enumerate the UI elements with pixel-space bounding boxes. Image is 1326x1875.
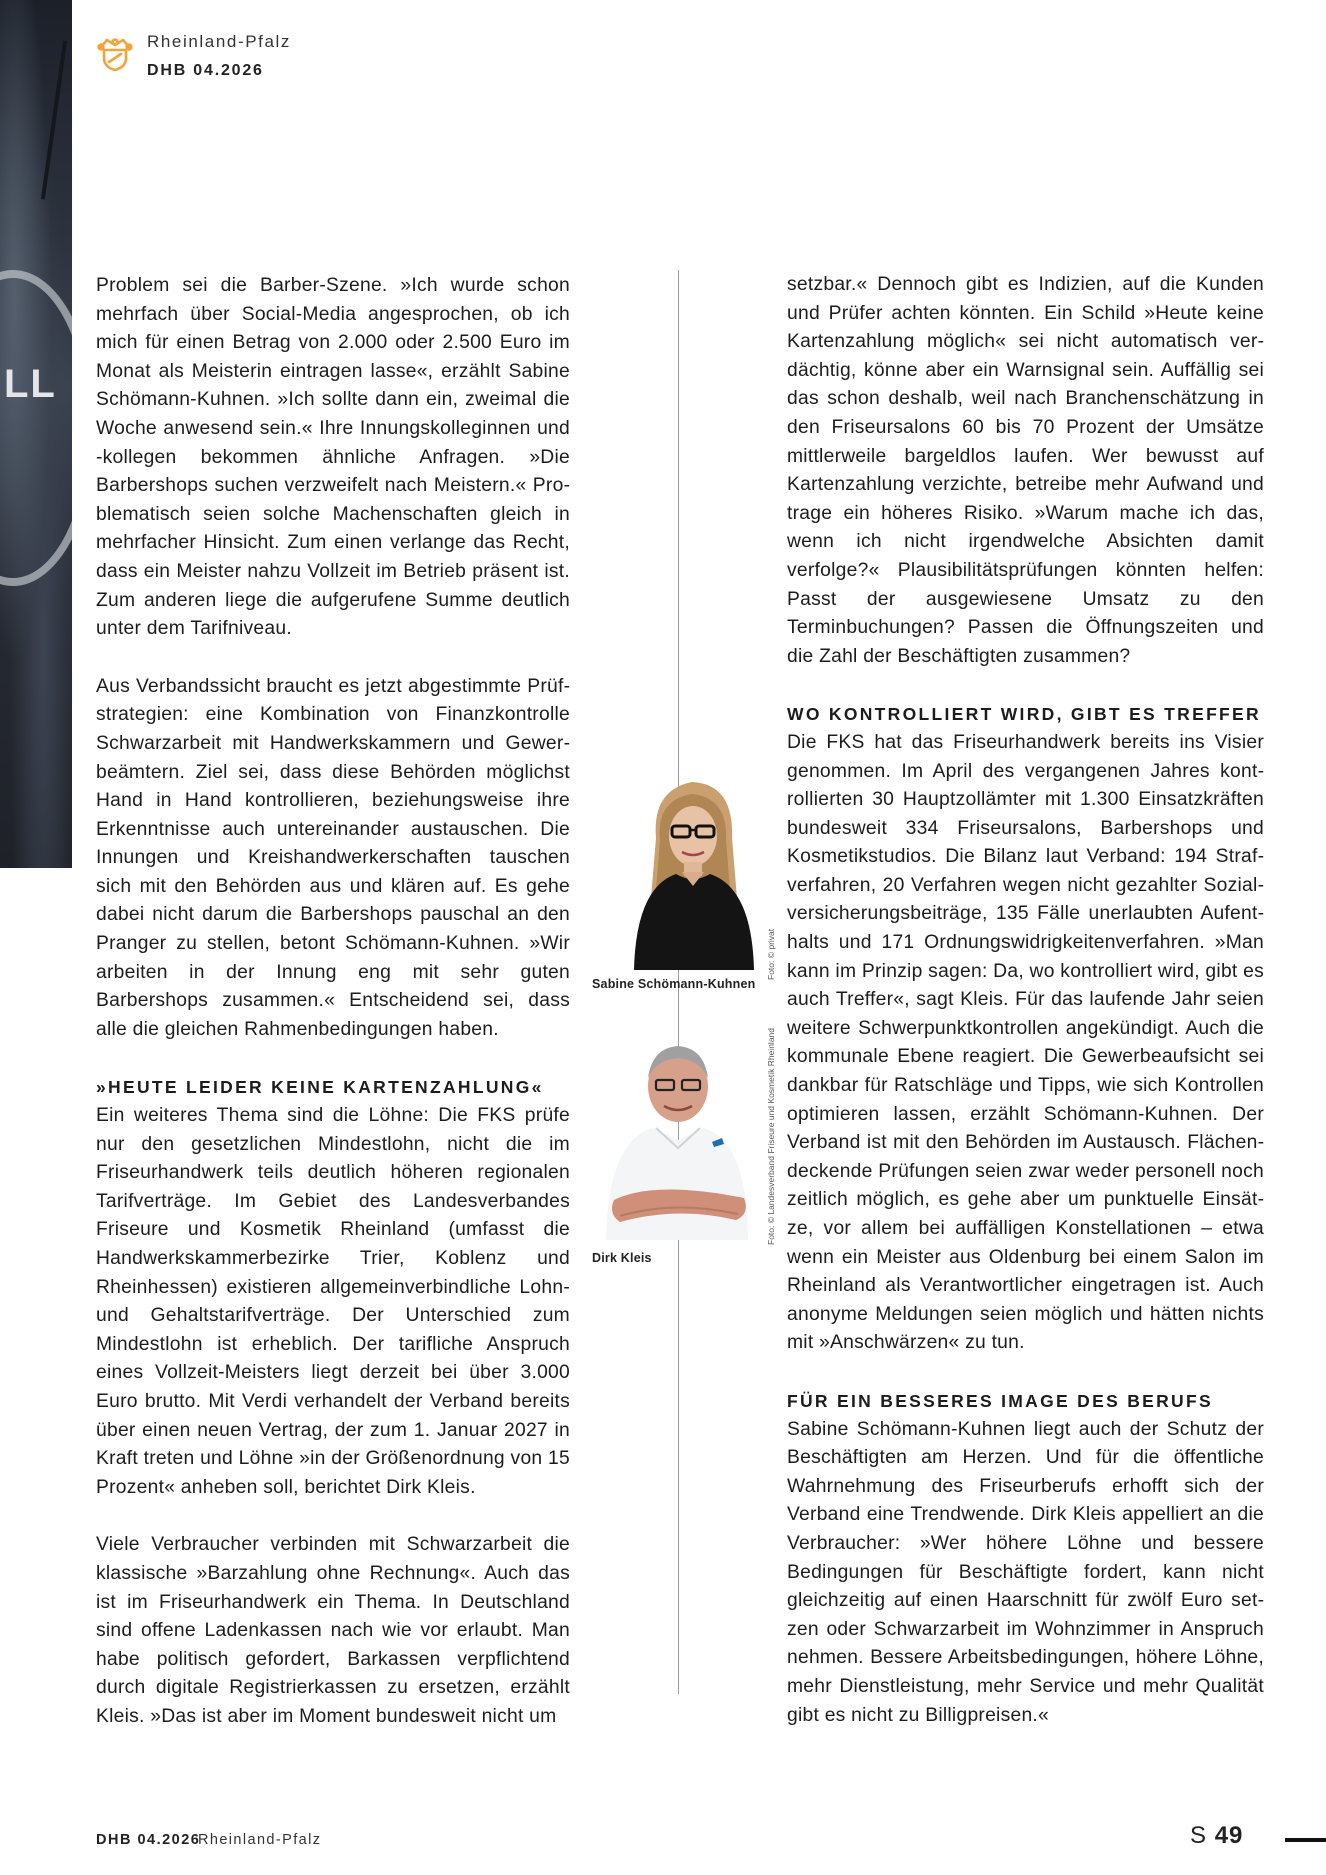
jacket-seam	[41, 41, 67, 200]
cover-photo-edge	[0, 0, 72, 868]
article-right-column	[787, 271, 1264, 1730]
paragraph: Sabine Schömann-Kuhnen liegt auch der Schutz der Beschäftigten am Herzen. Und für die öffentliche Wahrnehmung des Friseurberufs erhofft sich der Verband eine Trendwende. Dirk Kleis appelliert an die Verbraucher: »Wer höhere Löhne und bessere Bedingungen für Beschäftigte fordert, kann nicht gleichzeitig auf einen Haarschnitt für zwölf Euro setzen oder Schwarzarbeit im Wohnzimmer in Anspruch nehmen. Bessere Arbeitsbedingungen, höhere Löhne, mehr Dienstleistung, mehr Service und mehr Qualität gibt es nicht zu Billigpreisen.«	[787, 1418, 1264, 1726]
portrait-caption: Dirk Kleis	[592, 1251, 652, 1265]
header-region: Rheinland-Pfalz	[147, 32, 292, 51]
header-issue: DHB 04.2026	[147, 62, 264, 79]
paragraph: Ein weiteres Thema sind die Löhne: Die FKS prüfe nur den gesetzlichen Mindestlohn, nicht die im Friseurhandwerk teils deutlich höheren regionalen Tarifverträge. Im Gebiet des Landesverbandes Friseure und Kosmetik Rheinland (umfasst die Handwerkskammerbezirke Trier, Koblenz und Rheinhessen) existieren allgemeinverbindliche Lohn- und Gehaltstarifverträge. Der Unterschied zum Mindestlohn ist erheblich. Der tarifliche Anspruch eines Vollzeit-Meisters liegt derzeit bei über 3.000 Euro brutto. Mit Verdi verhandelt der Verband bereits über einen neuen Vertrag, der zum 1. Januar 2027 in Kraft treten und Löhne »in der Größenordnung von 15 Prozent« anheben soll, berichtet Dirk Kleis.	[96, 1105, 570, 1498]
paragraph: setzbar.« Dennoch gibt es Indizien, auf die Kunden und Prüfer achten könnten. Ein Schild »Heute keine Kartenzahlung möglich« sei nicht automatisch verdächtig, könne aber ein Warnsignal sein. Auffällig sei das schon deshalb, weil nach Branchenschätzung in den Friseursalons 60 bis 70 Prozent der Umsätze mittlerweile bargeldlos laufen. Wer bewusst auf Kartenzahlung verzichte, betreibe mehr Aufwand und trage ein höheres Risiko. »Warum mache ich das, wenn ich nicht irgendwelche Absichten damit verfolge?« Plausibilitätsprüfungen könnten helfen: Passt der ausgewiesene Umsatz zu den Terminbuchungen? Passen die Öffnungszeiten und die Zahl der Beschäftigten zusammen?	[787, 274, 1264, 667]
footer-bar	[1285, 1838, 1326, 1842]
portrait-photo	[626, 760, 762, 970]
page-prefix: S	[1190, 1822, 1208, 1849]
paragraph: Aus Verbandssicht braucht es jetzt abgestimmte Prüfstrategien: eine Kombination von Finanzkontrolle Schwarzarbeit mit Handwerkskammern und Gewerbeämtern. Ziel sei, dass diese Behörden möglichst Hand in Hand kontrollieren, beziehungsweise ihre Erkenntnisse auch untereinander austauschen. Die Innungen und Kreishandwerkerschaften tauschen sich mit den Behörden aus und klären auf. Es gehe dabei nicht darum die Barbershops pauschal an den Pranger zu stellen, betont Schömann-Kuhnen. »Wir arbeiten in der Innung eng mit sehr guten Barbershops zusammen.« Entscheidend sei, dass alle die gleichen Rahmenbedingungen haben.	[96, 675, 570, 1040]
paragraph: Viele Verbraucher verbinden mit Schwarzarbeit die klassische »Barzahlung ohne Rechnung«. Auch das ist im Friseurhandwerk ein Thema. In Deutschland sind offene Ladenkassen nach wie vor erlaubt. Man habe politisch gefordert, Barkassen verpflichtend durch digitale Registrierkassen zu ersetzen, erzählt Kleis. »Das ist aber im Moment bundesweit nicht um	[96, 1534, 570, 1727]
portrait-caption: Sabine Schömann-Kuhnen	[592, 977, 756, 991]
article-left-column	[96, 272, 570, 1732]
footer-issue: DHB 04.2026	[96, 1832, 201, 1848]
footer-region: Rheinland-Pfalz	[198, 1832, 322, 1848]
page-number	[1190, 1822, 1243, 1850]
paragraph: Problem sei die Barber-Szene. »Ich wurde schon mehrfach über Social-Media angesprochen, ob ich mich für einen Betrag von 2.000 oder 2.500 Euro im Monat als Meisterin eintragen lasse«, erzählt Sabine Schömann-Kuhnen. »Ich sollte dann ein, zweimal die Woche anwesend sein.« Ihre Innungskolleginnen und -kollegen bekommen ähnliche Anfragen. »Die Barbershops suchen verzweifelt nach Meistern.« Problematisch seien solche Machenschaften gleich in mehrfacher Hinsicht. Zum einen verlange das Recht, dass ein Meister nahzu Vollzeit im Betrieb präsent ist. Zum anderen liege die aufgerufene Summe deutlich unter dem Tarifniveau.	[96, 275, 570, 640]
section-heading: FÜR EIN BESSERES IMAGE DES BERUFS	[787, 1390, 1213, 1411]
badge-lettering: LL	[4, 362, 57, 406]
section-heading: WO KONTROLLIERT WIRD, GIBT ES TREFFER	[787, 704, 1261, 725]
section-heading: »HEUTE LEIDER KEINE KARTENZAHLUNG«	[96, 1077, 544, 1098]
page-number-value: 49	[1214, 1822, 1244, 1849]
photo-credit: Foto: © privat	[766, 928, 776, 980]
uniform-badge	[0, 270, 72, 586]
crown-shield-icon	[96, 34, 134, 72]
photo-credit: Foto: © Landesverband Friseure und Kosmetik Rheinland	[766, 1028, 776, 1245]
paragraph: Die FKS hat das Friseurhandwerk bereits ins Visier genommen. Im April des vergangenen Jahres kontrollierten 30 Hauptzollämter mit 1.300 Einsatzkräften bundesweit 334 Friseursalons, Barbershops und Kosmetikstudios. Die Bilanz laut Verband: 194 Strafverfahren, 20 Verfahren wegen nicht gezahlter Sozialversicherungsbeiträge, 135 Fälle unerlaubten Aufenthalts und 171 Ordnungswidrigkeitenverfahren. »Man kann im Prinzip sagen: Da, wo kontrolliert wird, gibt es auch Treffer«, sagt Kleis. Für das laufende Jahr seien weitere Schwerpunktkontrollen angekündigt. Auch die kommunale Ebene reagiert. Die Gewerbeaufsicht sei dankbar für Ratschläge und Tipps, wie sich Kontrollen optimieren lassen, erzählt Schömann-Kuhnen. Der Verband ist mit den Behörden im Austausch. Flächendeckende Prüfungen seien zwar weder personell noch zeitlich möglich, es gehe aber um punktuelle Einsätze, vor allem bei auffälligen Konstellationen – etwa wenn ein Meister aus Oldenburg bei einem Salon im Rheinland als Verantwortlicher eingetragen ist. Auch anonyme Meldungen seien möglich und hätten nichts mit »Anschwärzen« zu tun.	[787, 731, 1264, 1354]
portrait-photo	[594, 1030, 756, 1240]
